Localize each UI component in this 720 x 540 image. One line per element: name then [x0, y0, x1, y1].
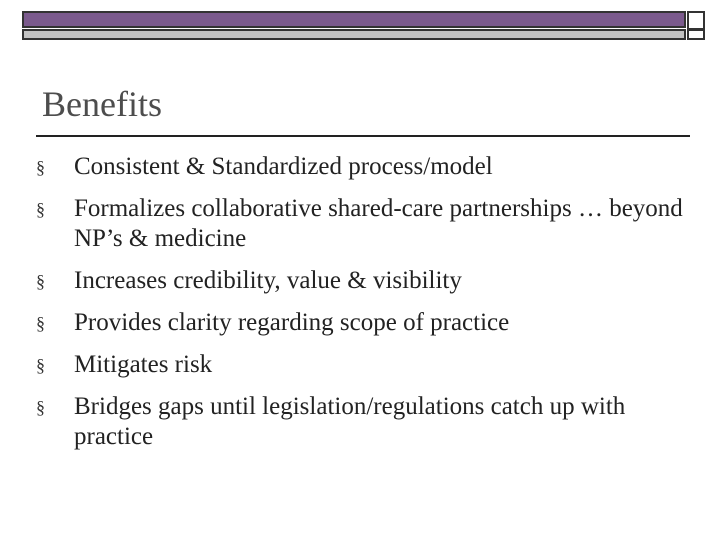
bullet-text: Provides clarity regarding scope of practice	[74, 309, 510, 336]
bullet-item	[36, 350, 686, 380]
bullet-item	[36, 194, 686, 254]
slide-title: Benefits	[42, 84, 162, 124]
bullet-item	[36, 152, 686, 182]
bullet-marker-icon: §	[36, 271, 45, 291]
bullet-item	[36, 308, 686, 338]
header-square-bottom	[687, 29, 705, 40]
bullet-text: Consistent & Standardized process/model	[74, 153, 493, 180]
bullet-list	[36, 152, 686, 464]
bullet-text: Increases credibility, value & visibility	[74, 267, 462, 294]
bullet-marker-icon: §	[36, 397, 45, 417]
bullet-marker-icon: §	[36, 313, 45, 333]
bullet-text: Bridges gaps until legislation/regulations catch up with practice	[74, 393, 626, 450]
bullet-marker-icon: §	[36, 355, 45, 375]
bullet-item	[36, 266, 686, 296]
header-bar-gray	[22, 29, 686, 40]
bullet-marker-icon: §	[36, 157, 45, 177]
bullet-marker-icon: §	[36, 199, 45, 219]
bullet-text: Formalizes collaborative shared-care partnerships … beyond NP’s & medicine	[74, 195, 683, 252]
header-bar-purple	[22, 11, 686, 28]
header-square-top	[687, 11, 705, 30]
bullet-text: Mitigates risk	[74, 351, 213, 378]
bullet-item	[36, 392, 686, 452]
title-underline	[36, 135, 690, 137]
